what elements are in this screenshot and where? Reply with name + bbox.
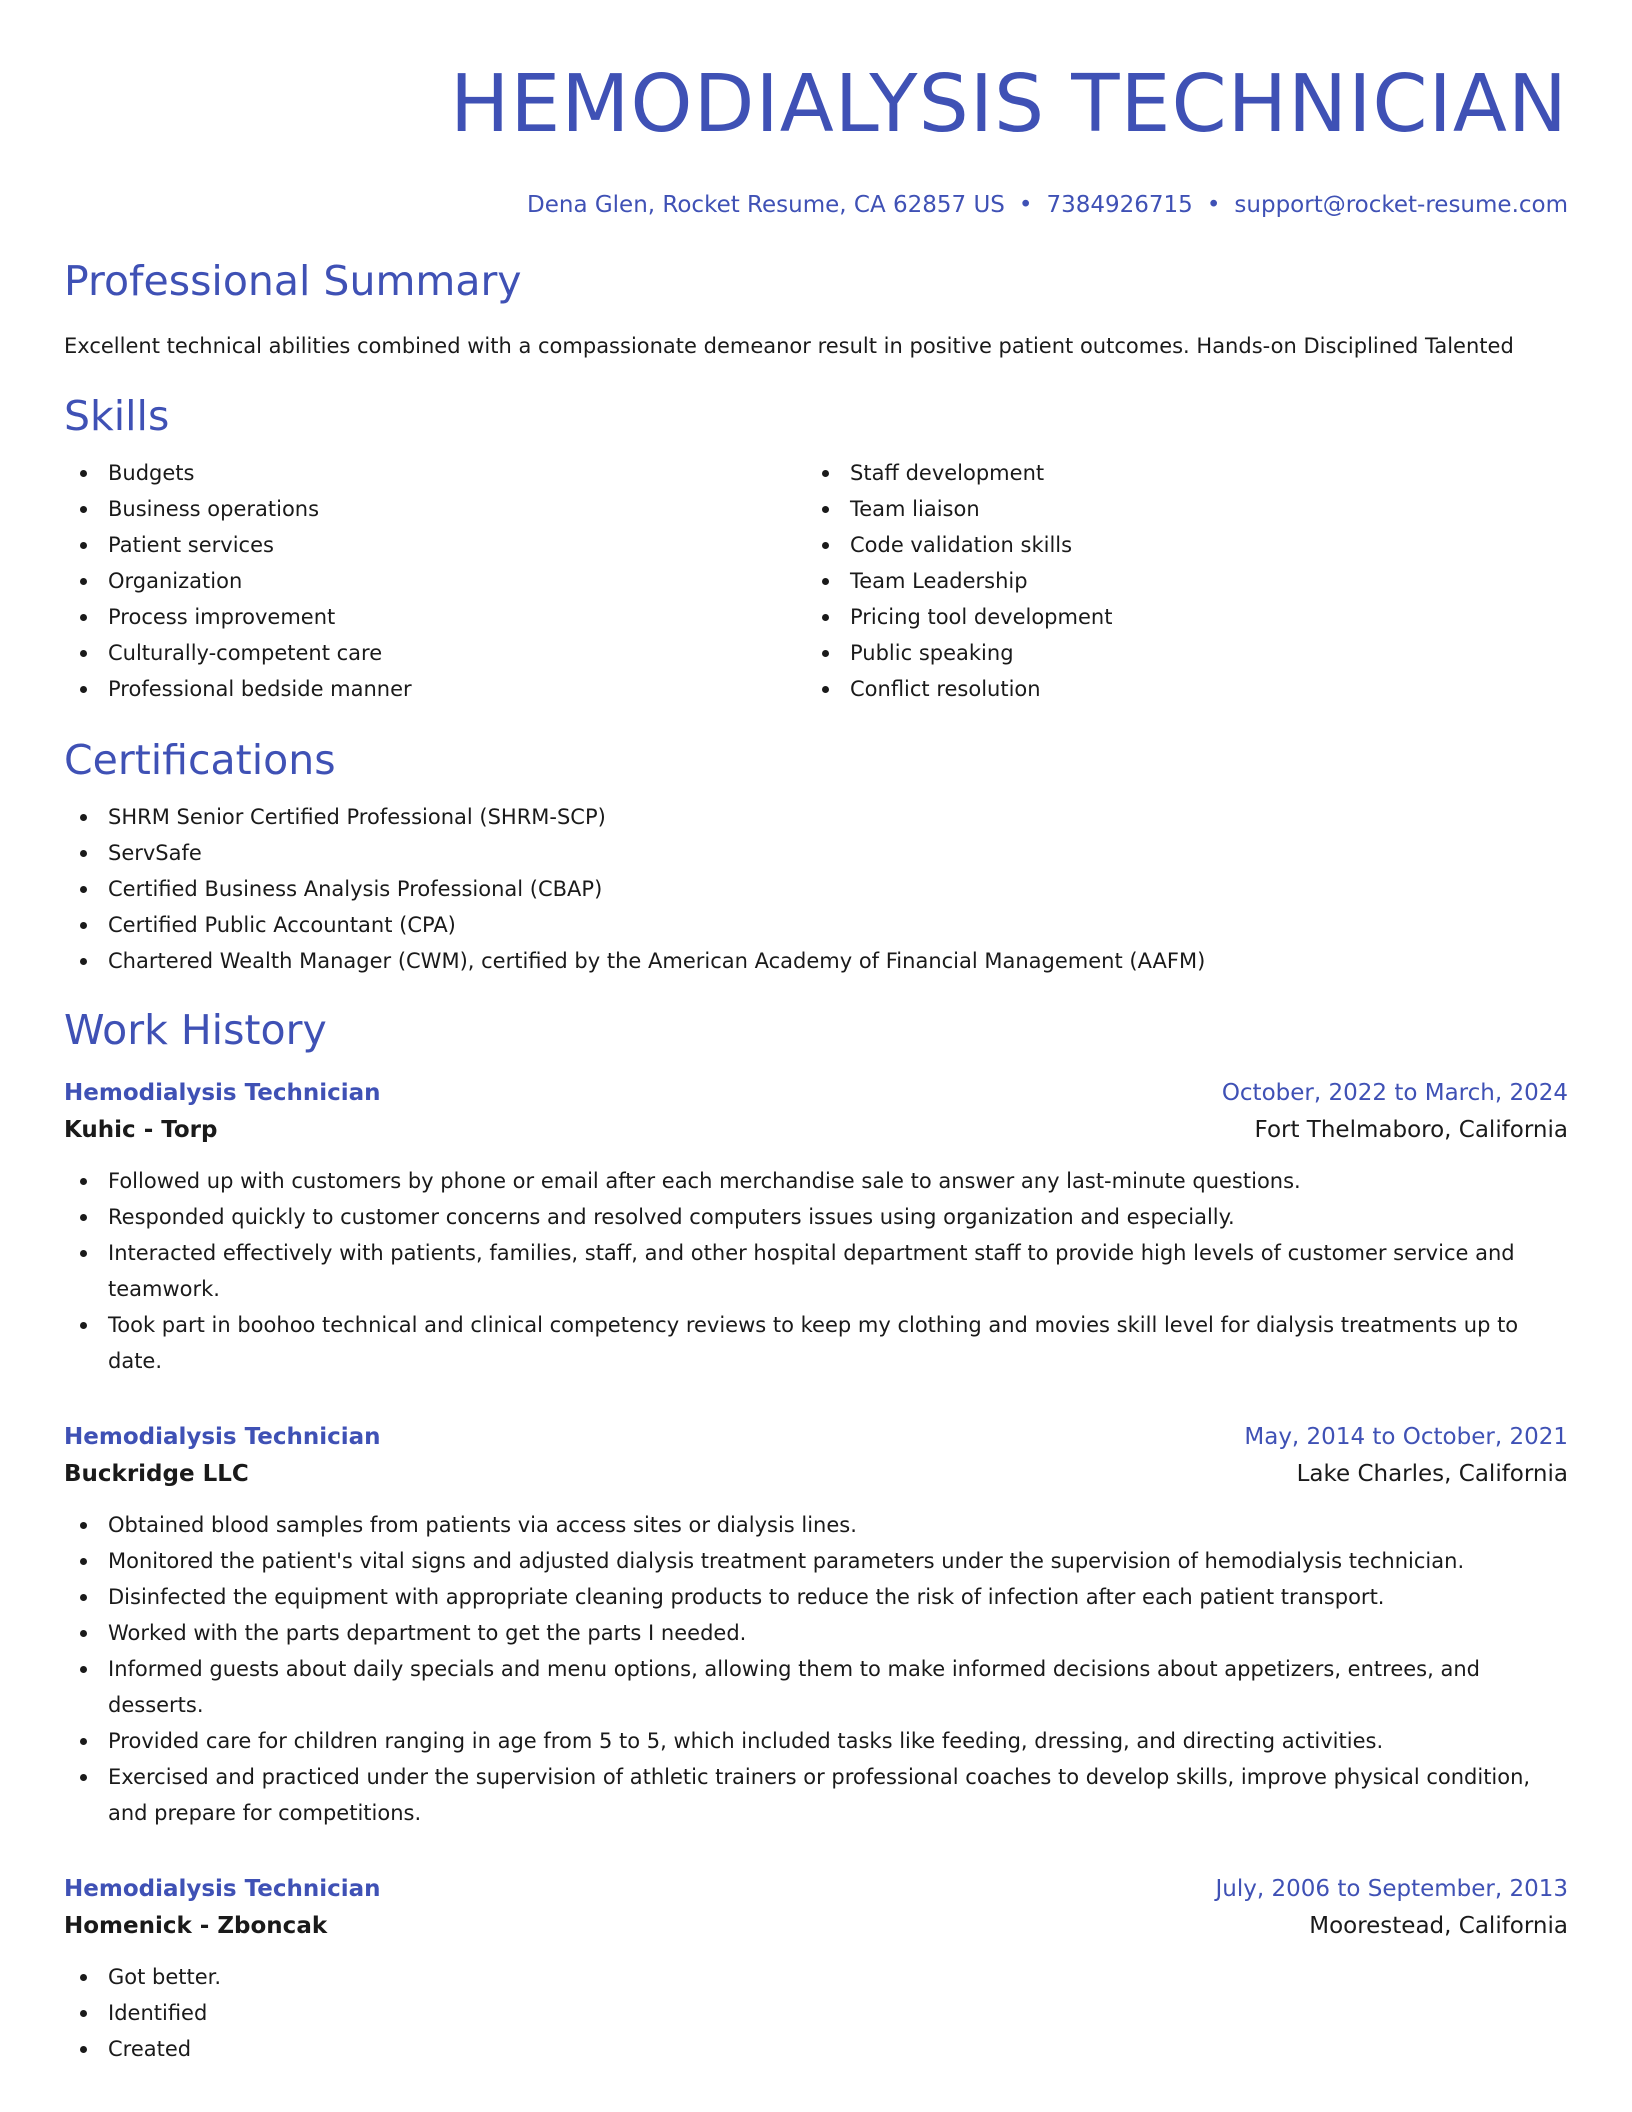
skills-list-right xyxy=(806,455,1548,707)
skill-item: Public speaking xyxy=(806,635,1548,671)
job-duties-list xyxy=(64,1959,1568,2067)
job-duty: Created xyxy=(64,2031,1568,2067)
job-duties-list xyxy=(64,1507,1568,1831)
skill-item: Budgets xyxy=(64,455,806,491)
resume-title: HEMODIALYSIS TECHNICIAN xyxy=(449,58,1568,150)
job-company-row xyxy=(64,1111,1568,1149)
job-entry xyxy=(64,1871,1568,2067)
job-company: Buckridge LLC xyxy=(64,1461,249,1487)
certification-item: Certified Business Analysis Professional (CBAP) xyxy=(64,871,1568,907)
contact-phone: 7384926715 xyxy=(1046,192,1193,218)
certification-item: Certified Public Accountant (CPA) xyxy=(64,907,1568,943)
contact-separator: • xyxy=(1018,192,1033,218)
skills-section xyxy=(64,391,1568,707)
skill-item: Pricing tool development xyxy=(806,599,1548,635)
skill-item: Team liaison xyxy=(806,491,1548,527)
contact-separator: • xyxy=(1206,192,1221,218)
skill-item: Culturally-competent care xyxy=(64,635,806,671)
job-entry xyxy=(64,1419,1568,1831)
job-title-row xyxy=(64,1419,1568,1455)
job-title: Hemodialysis Technician xyxy=(64,1876,381,1902)
job-title: Hemodialysis Technician xyxy=(64,1080,381,1106)
contact-email: support@rocket-resume.com xyxy=(1234,192,1568,218)
job-duty: Responded quickly to customer concerns and resolved computers issues using organization and especially. xyxy=(64,1199,1568,1235)
job-duty: Interacted effectively with patients, families, staff, and other hospital department staff to provide high levels of customer service and teamwork. xyxy=(64,1235,1568,1307)
job-location: Moorestead, California xyxy=(1309,1913,1568,1939)
skills-columns xyxy=(64,455,1568,707)
job-duty: Informed guests about daily specials and menu options, allowing them to make informed decisions about appetizers, entrees, and desserts. xyxy=(64,1651,1568,1723)
job-duty: Identified xyxy=(64,1995,1568,2031)
job-title-row xyxy=(64,1871,1568,1907)
job-company: Kuhic - Torp xyxy=(64,1117,218,1143)
skill-item: Conflict resolution xyxy=(806,671,1548,707)
skill-item: Professional bedside manner xyxy=(64,671,806,707)
resume-header xyxy=(64,56,1568,220)
skill-item: Team Leadership xyxy=(806,563,1548,599)
contact-line xyxy=(64,190,1568,220)
certification-item: ServSafe xyxy=(64,835,1568,871)
job-company-row xyxy=(64,1455,1568,1493)
skill-item: Patient services xyxy=(64,527,806,563)
work-history-section xyxy=(64,1005,1568,2067)
job-location: Lake Charles, California xyxy=(1296,1461,1568,1487)
skill-item: Organization xyxy=(64,563,806,599)
summary-heading: Professional Summary xyxy=(64,257,522,305)
job-duty: Monitored the patient's vital signs and adjusted dialysis treatment parameters under the supervision of hemodialysis technician. xyxy=(64,1543,1568,1579)
job-duty: Exercised and practiced under the supervision of athletic trainers or professional coaches to develop skills, improve physical condition, and prepare for competitions. xyxy=(64,1759,1568,1831)
job-title: Hemodialysis Technician xyxy=(64,1424,381,1450)
summary-section xyxy=(64,256,1568,361)
certifications-list xyxy=(64,799,1568,979)
certification-item: SHRM Senior Certified Professional (SHRM-SCP) xyxy=(64,799,1568,835)
certification-item: Chartered Wealth Manager (CWM), certified by the American Academy of Financial Management (AAFM) xyxy=(64,943,1568,979)
skill-item: Process improvement xyxy=(64,599,806,635)
certifications-heading: Certifications xyxy=(64,736,336,784)
job-duty: Provided care for children ranging in age from 5 to 5, which included tasks like feeding, dressing, and directing activities. xyxy=(64,1723,1568,1759)
contact-address: Dena Glen, Rocket Resume, CA 62857 US xyxy=(527,192,1005,218)
job-location: Fort Thelmaboro, California xyxy=(1254,1117,1568,1143)
summary-text: Excellent technical abilities combined with a compassionate demeanor result in positive patient outcomes. Hands-on Disciplined Talented xyxy=(64,334,1514,358)
job-duty: Worked with the parts department to get the parts I needed. xyxy=(64,1615,1568,1651)
job-duty: Disinfected the equipment with appropriate cleaning products to reduce the risk of infection after each patient transport. xyxy=(64,1579,1568,1615)
job-dates: May, 2014 to October, 2021 xyxy=(1244,1424,1568,1450)
job-title-row xyxy=(64,1075,1568,1111)
job-company-row xyxy=(64,1907,1568,1945)
skill-item: Business operations xyxy=(64,491,806,527)
skill-item: Code validation skills xyxy=(806,527,1548,563)
job-dates: October, 2022 to March, 2024 xyxy=(1221,1080,1568,1106)
job-duty: Took part in boohoo technical and clinical competency reviews to keep my clothing and movies skill level for dialysis treatments up to date. xyxy=(64,1307,1568,1379)
certifications-section xyxy=(64,735,1568,979)
skills-list-left xyxy=(64,455,806,707)
job-duty: Obtained blood samples from patients via access sites or dialysis lines. xyxy=(64,1507,1568,1543)
work-history-heading: Work History xyxy=(64,1006,327,1054)
job-company: Homenick - Zboncak xyxy=(64,1913,328,1939)
job-duty: Followed up with customers by phone or email after each merchandise sale to answer any last-minute questions. xyxy=(64,1163,1568,1199)
skill-item: Staff development xyxy=(806,455,1548,491)
job-entry xyxy=(64,1075,1568,1379)
job-dates: July, 2006 to September, 2013 xyxy=(1215,1876,1568,1902)
job-duties-list xyxy=(64,1163,1568,1379)
job-duty: Got better. xyxy=(64,1959,1568,1995)
skills-heading: Skills xyxy=(64,392,170,440)
